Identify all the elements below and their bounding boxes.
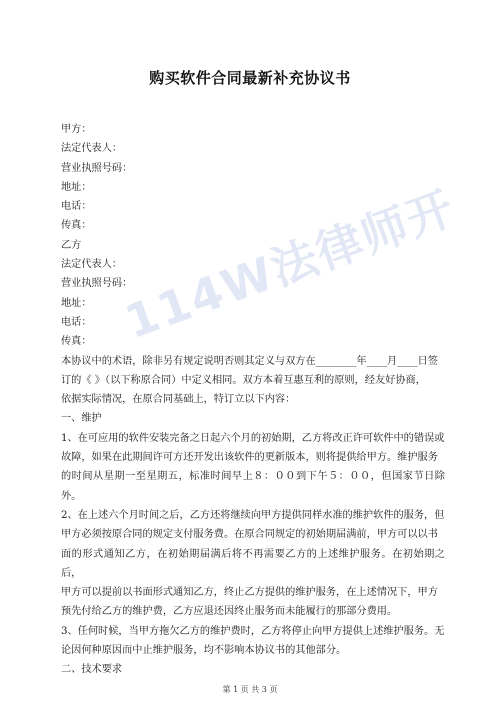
intro-line: 订的《 》（以下称原合同）中定义相同。双方本着互惠互利的原则，经友好协商， [61,374,426,386]
clause-line: 的时间从星期一至星期五，标准时间早上８：００到下午５：００，但国家节日除外。 [61,471,445,502]
party-b-license: 营业执照号码： [61,278,133,290]
section-heading-maintenance: 一、维护 [61,413,102,425]
clause-line: 甲方必须按原合同的规定支付服务费。在原合同规定的初始期届满前，甲方可以以书 [61,529,438,541]
party-b-fax: 传真： [61,336,92,348]
party-b-label: 乙方 [61,239,82,251]
party-a-address: 地址： [61,181,92,193]
section-heading-technical: 二、技术要求 [61,664,123,676]
page-footer: 第 1 页 共 3 页 [222,685,278,694]
clause-line: 面的形式通知乙方，在初始期届满后将不再需要乙方的上述维护服务。在初始期之后， [61,548,445,579]
watermark: 114W法律师开 [118,179,463,350]
party-a-fax: 传真： [61,220,92,232]
clause-line: 故障，如果在此期间许可方还开发出该软件的更新版本，则将提供给甲方。维护服务 [61,452,438,464]
party-a-label: 甲方： [61,124,92,135]
party-a-license: 营业执照号码： [61,162,133,174]
document-body [61,120,445,680]
party-b-address: 地址： [61,297,92,309]
document-title: 购买软件合同最新补充协议书 [149,69,351,87]
clause-line: 预先付给乙方的维护费，乙方应退还因终止服务而未能履行的那部分费用。 [61,606,398,618]
intro-line: 依据实际情况，在原合同基础上，特订立以下内容： [61,394,296,406]
clause-line: 论因何种原因而中止维护服务，均不影响本协议书的其他部分。 [61,645,347,657]
party-b-phone: 电话： [61,316,92,328]
party-a-rep: 法定代表人： [61,143,123,155]
clause-line: 1、在可应用的软件安装完备之日起六个月的初始期，乙方将改正许可软件中的错误或 [61,432,445,444]
party-a-phone: 电话： [61,201,92,213]
intro-line: 本协议中的术语，除非另有规定说明否则其定义与双方在________年____月____日签 [61,355,438,367]
clause-line: 3、任何时候，当甲方拖欠乙方的维护费时，乙方将停止向甲方提供上述维护服务。无 [61,625,445,637]
clause-line: 2、在上述六个月时间之后，乙方还将继续向甲方提供同样水准的维护软件的服务，但 [61,509,445,521]
clause-line: 甲方可以提前以书面形式通知乙方，终止乙方提供的维护服务，在上述情况下，甲方 [61,587,438,599]
party-b-rep: 法定代表人： [61,259,123,271]
